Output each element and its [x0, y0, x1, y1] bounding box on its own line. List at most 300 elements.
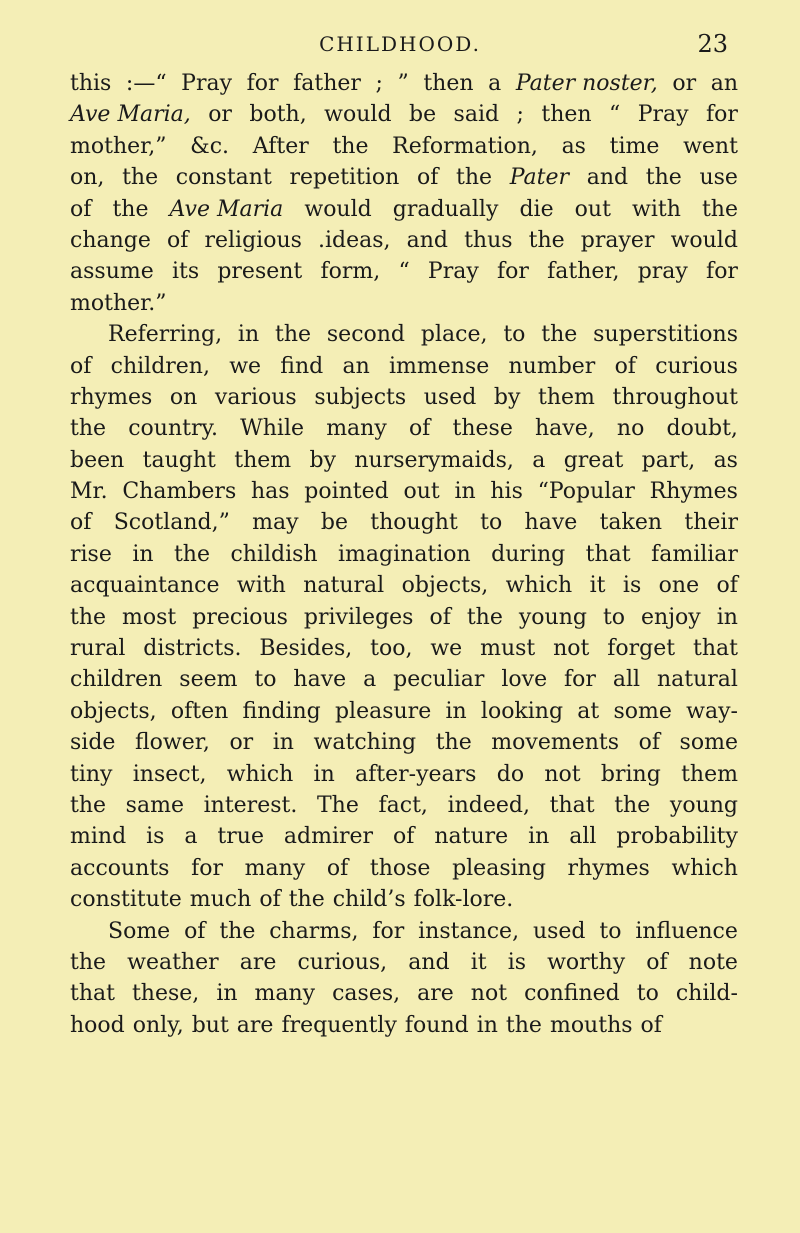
word: peculiar [393, 667, 485, 693]
text-line [70, 1010, 738, 1041]
word: the [112, 196, 149, 222]
word: with [236, 573, 286, 599]
word: said [453, 102, 500, 128]
page-number: 23 [697, 30, 728, 58]
word: but [191, 1012, 229, 1038]
text-line [70, 570, 738, 601]
word: young [669, 792, 738, 818]
word: the [70, 949, 107, 975]
word: of [393, 824, 415, 850]
paragraph [70, 68, 738, 319]
word: accounts [70, 855, 170, 881]
word: their [684, 510, 738, 536]
word: thus [464, 227, 513, 253]
word: true [217, 824, 264, 850]
word: or [208, 102, 232, 128]
text-line [70, 947, 738, 978]
word: children [70, 667, 163, 693]
text-line [70, 288, 738, 319]
word: “ [609, 102, 621, 128]
word: for [706, 102, 738, 128]
text-line [70, 445, 738, 476]
word: love [501, 667, 548, 693]
word: forget [607, 636, 676, 662]
word: the [541, 322, 578, 348]
word: Reformation, [392, 133, 538, 159]
word: After [252, 133, 309, 159]
word: by [493, 384, 521, 410]
text-line [70, 759, 738, 790]
text-line [70, 382, 738, 413]
text-line [70, 256, 738, 287]
word: by [309, 447, 336, 473]
word: for [372, 918, 405, 944]
word: taught [142, 447, 216, 473]
word: that [693, 636, 738, 662]
word: the [701, 196, 738, 222]
word: hood [70, 1012, 125, 1038]
word: to [599, 918, 622, 944]
word: out [403, 479, 440, 505]
word: rhymes [567, 855, 650, 881]
word: same [125, 792, 184, 818]
word: repetition [289, 165, 400, 191]
word: Pater noster, [515, 71, 658, 96]
word: an [342, 353, 370, 379]
word: we [229, 353, 262, 379]
word: ; [516, 102, 524, 128]
word: of [416, 165, 439, 191]
word: in [313, 761, 335, 787]
word: country. [128, 416, 218, 442]
word: the [70, 416, 107, 442]
word: Referring, [108, 322, 223, 348]
word: of [70, 510, 92, 536]
word: a [532, 447, 546, 473]
word: them [538, 384, 595, 410]
word: this [70, 71, 112, 96]
word: those [369, 855, 431, 881]
word: :—“ [125, 71, 167, 96]
word: constitute [70, 887, 182, 913]
word: and [586, 165, 629, 191]
word: die [519, 196, 554, 222]
word: form, [320, 259, 381, 285]
word: prayer [580, 227, 655, 253]
word: weather [127, 949, 219, 975]
word: on [169, 384, 198, 410]
word: of [716, 573, 738, 599]
word: is [622, 573, 642, 599]
word: assume [70, 259, 154, 285]
word: While [240, 416, 305, 442]
word: second [326, 322, 406, 348]
word: which [226, 761, 294, 787]
word: many [244, 855, 306, 881]
word: “Popular [537, 479, 635, 505]
word: to [636, 981, 659, 1007]
word: pointed [304, 479, 389, 505]
word: rhymes [70, 384, 153, 410]
word: with [631, 196, 681, 222]
word: we [430, 636, 463, 662]
word: Ave Maria [169, 196, 284, 222]
word: watching [313, 730, 417, 756]
word: Pray [427, 259, 479, 285]
word: gradually [392, 196, 499, 222]
text-line [70, 162, 738, 193]
word: various [214, 384, 297, 410]
word: finding [242, 698, 321, 724]
word: &c. [190, 133, 230, 159]
word: mind [70, 824, 127, 850]
word: time [609, 133, 660, 159]
text-line [70, 727, 738, 758]
word: the [219, 918, 256, 944]
word: Pater [509, 165, 570, 191]
word: acquaintance [70, 573, 220, 599]
word: the [528, 227, 565, 253]
word: have, [535, 416, 595, 442]
word: natural [303, 573, 385, 599]
text-line [70, 194, 738, 225]
word: Mr. [70, 479, 108, 505]
word: often [170, 698, 229, 724]
word: thought [370, 510, 458, 536]
word: in [716, 604, 738, 630]
word: of [638, 730, 660, 756]
word: are [236, 1012, 274, 1038]
word: confined [524, 981, 620, 1007]
word: of [646, 949, 668, 975]
word: them [234, 447, 292, 473]
word: are [239, 949, 277, 975]
word: children, [110, 353, 210, 379]
word: insect, [132, 761, 207, 787]
word: all [569, 824, 597, 850]
text-line [70, 413, 738, 444]
word: fact, [378, 792, 428, 818]
word: then [423, 71, 474, 96]
word: the [435, 730, 472, 756]
word: objects, [401, 573, 489, 599]
text-line [70, 539, 738, 570]
word: after-years [355, 761, 477, 787]
text-line [70, 68, 738, 99]
word: is [146, 824, 165, 850]
word: the [332, 133, 369, 159]
word: it [470, 949, 487, 975]
word: these, [131, 981, 200, 1007]
word: place, [420, 322, 488, 348]
word: doubt, [666, 416, 738, 442]
word: influence [635, 918, 738, 944]
word: religious [204, 227, 302, 253]
word: would [304, 196, 372, 222]
word: of [429, 604, 451, 630]
word: been [70, 447, 125, 473]
word: mother,” [70, 133, 167, 159]
word: Ave Maria, [70, 102, 191, 128]
word: during [491, 541, 566, 567]
word: as [713, 447, 738, 473]
word: not [544, 761, 581, 787]
word: the [173, 541, 210, 567]
word: ” [397, 71, 409, 96]
word: not [470, 981, 508, 1007]
word: no [616, 416, 645, 442]
word: the [275, 322, 312, 348]
word: most [122, 604, 177, 630]
word: do [496, 761, 525, 787]
word: out [574, 196, 611, 222]
word: in [216, 981, 238, 1007]
word: of [614, 353, 636, 379]
word: many [326, 416, 387, 442]
word: some [679, 730, 738, 756]
text-line [70, 978, 738, 1009]
word: number [508, 353, 596, 379]
word: all [612, 667, 641, 693]
word: which [671, 855, 738, 881]
word: not [553, 636, 590, 662]
word: used [532, 918, 586, 944]
word: these [452, 416, 513, 442]
word: found [404, 1012, 469, 1038]
word: frequently [281, 1012, 397, 1038]
word: the [645, 165, 682, 191]
word: used [423, 384, 477, 410]
word: tiny [70, 761, 113, 787]
word: throughout [612, 384, 738, 410]
word: the [70, 792, 107, 818]
word: Pray [637, 102, 689, 128]
word: superstitions [593, 322, 738, 348]
word: for [246, 71, 279, 96]
word: indeed, [447, 792, 530, 818]
word: constant [175, 165, 272, 191]
word: to [503, 322, 526, 348]
word: taken [599, 510, 663, 536]
word: an [710, 71, 738, 96]
word: many [254, 981, 316, 1007]
word: find [280, 353, 324, 379]
word: for [191, 855, 224, 881]
word: in [237, 322, 260, 348]
word: much [189, 887, 252, 913]
word: curious [655, 353, 738, 379]
word: have [524, 510, 578, 536]
word: interest. [203, 792, 298, 818]
word: looking [480, 698, 564, 724]
word: too, [370, 636, 413, 662]
word: mother.” [70, 290, 167, 316]
text-line [70, 821, 738, 852]
word: pleasing [452, 855, 546, 881]
word: part, [641, 447, 696, 473]
word: them [681, 761, 738, 787]
text-line [70, 633, 738, 664]
word: immense [389, 353, 490, 379]
word: Scotland,” [113, 510, 230, 536]
word: must [480, 636, 536, 662]
word: father, [547, 259, 620, 285]
word: side [70, 730, 116, 756]
word: of [259, 887, 281, 913]
word: subjects [314, 384, 407, 410]
text-line [70, 696, 738, 727]
word: note [688, 949, 738, 975]
text-line [70, 790, 738, 821]
word: then [541, 102, 592, 128]
word: Rhymes [649, 479, 738, 505]
text-line [70, 664, 738, 695]
word: nurserymaids, [354, 447, 514, 473]
word: may [252, 510, 299, 536]
word: charms, [269, 918, 359, 944]
word: enjoy [641, 604, 701, 630]
word: pray [637, 259, 688, 285]
word: of [640, 1012, 662, 1038]
word: that [585, 541, 631, 567]
word: only, [132, 1012, 184, 1038]
word: the [456, 165, 493, 191]
text-line [70, 476, 738, 507]
word: in [476, 1012, 498, 1038]
text-line [70, 319, 738, 350]
word: be [408, 102, 437, 128]
text-line [70, 507, 738, 538]
word: precious [192, 604, 288, 630]
word: young [518, 604, 587, 630]
paragraph [70, 916, 738, 1042]
word: probability [616, 824, 738, 850]
word: one [658, 573, 700, 599]
word: familiar [651, 541, 738, 567]
word: worthy [547, 949, 626, 975]
word: bring [600, 761, 661, 787]
running-head [0, 30, 800, 60]
word: mouths [549, 1012, 633, 1038]
text-line [70, 99, 738, 130]
word: way- [686, 698, 738, 724]
word: its [171, 259, 200, 285]
word: ; [375, 71, 383, 96]
word: would [670, 227, 738, 253]
word: rural [70, 636, 126, 662]
word: change [70, 227, 151, 253]
word: the [122, 165, 159, 191]
word: the [505, 1012, 542, 1038]
word: child- [675, 981, 738, 1007]
word: it [589, 573, 606, 599]
word: a [488, 71, 502, 96]
word: privileges [303, 604, 414, 630]
word: as [561, 133, 586, 159]
word: of [184, 918, 206, 944]
word: Besides, [259, 636, 353, 662]
word: in [528, 824, 550, 850]
word: be [320, 510, 348, 536]
word: seem [179, 667, 238, 693]
word: father [293, 71, 361, 96]
word: Pray [181, 71, 233, 96]
word: of [166, 227, 189, 253]
word: of [326, 855, 349, 881]
word: flower, [135, 730, 210, 756]
text-line [70, 351, 738, 382]
word: some [613, 698, 672, 724]
word: present [217, 259, 303, 285]
word: at [577, 698, 600, 724]
word: admirer [283, 824, 374, 850]
word: great [563, 447, 624, 473]
word: that [549, 792, 595, 818]
word: in [454, 479, 476, 505]
word: which [505, 573, 573, 599]
word: rise [70, 541, 112, 567]
word: in [132, 541, 154, 567]
body-text [70, 68, 738, 1041]
word: nature [434, 824, 509, 850]
word: Some [108, 918, 171, 944]
word: for [706, 259, 738, 285]
word: and [408, 949, 450, 975]
text-line [70, 853, 738, 884]
word: The [316, 792, 359, 818]
word: objects, [70, 698, 157, 724]
word: are [417, 981, 454, 1007]
word: of [70, 353, 92, 379]
word: the [466, 604, 503, 630]
word: “ [398, 259, 410, 285]
word: natural [656, 667, 738, 693]
word: the [70, 604, 107, 630]
word: .ideas, [318, 227, 391, 253]
text-line [70, 131, 738, 162]
word: both, [249, 102, 307, 128]
word: districts. [143, 636, 242, 662]
word: use [699, 165, 738, 191]
word: in [272, 730, 294, 756]
word: or [229, 730, 254, 756]
word: to [480, 510, 503, 536]
word: the [288, 887, 325, 913]
word: has [250, 479, 290, 505]
text-line [70, 916, 738, 947]
word: or [672, 71, 697, 96]
word: his [490, 479, 523, 505]
text-line [70, 225, 738, 256]
word: imagination [338, 541, 471, 567]
word: went [683, 133, 738, 159]
word: pleasure [334, 698, 432, 724]
word: childish [230, 541, 318, 567]
text-line [70, 884, 738, 915]
word: on, [70, 165, 105, 191]
word: and [406, 227, 448, 253]
word: cases, [332, 981, 401, 1007]
word: curious, [297, 949, 388, 975]
word: would [324, 102, 392, 128]
running-title: CHILDHOOD. [319, 32, 481, 56]
word: for [496, 259, 529, 285]
word: in [445, 698, 467, 724]
word: for [564, 667, 596, 693]
word: a [363, 667, 377, 693]
word: instance, [418, 918, 520, 944]
word: that [70, 981, 115, 1007]
